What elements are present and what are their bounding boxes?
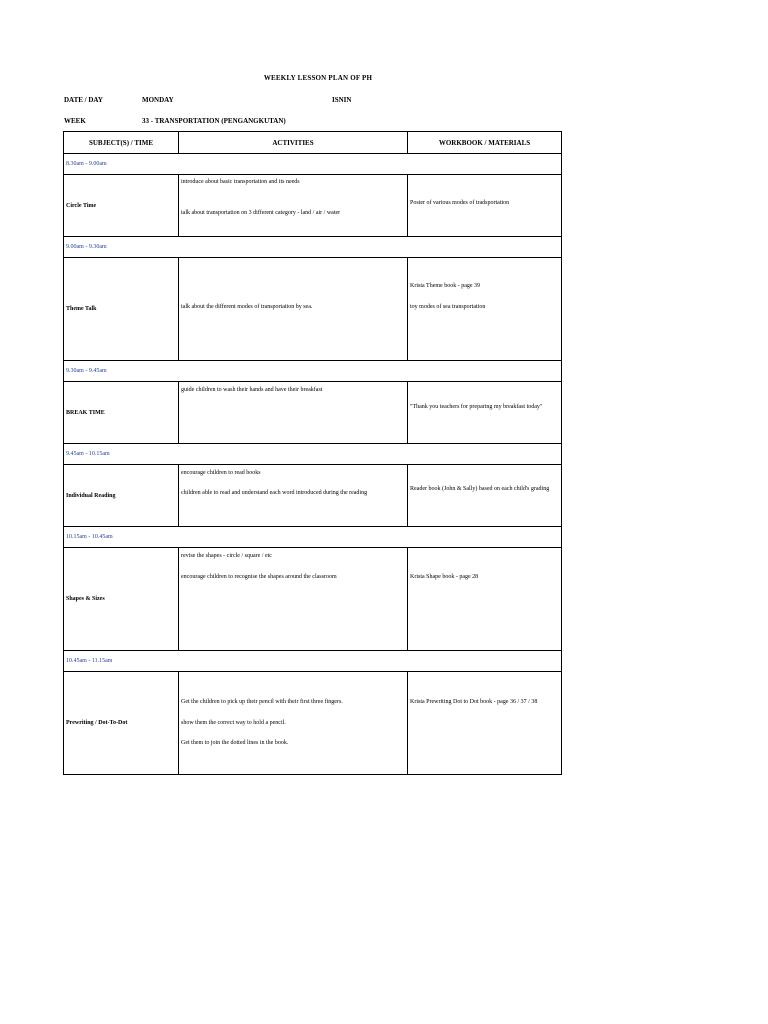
activity-line: revise the shapes - circle / square / etc bbox=[181, 553, 272, 559]
activity-line: Get them to join the dotted lines in the book. bbox=[181, 740, 289, 746]
time-slot: 10.45am - 11.15am bbox=[64, 651, 562, 672]
table-row bbox=[64, 672, 562, 775]
subject-cell: Individual Reading bbox=[64, 465, 179, 527]
activities-cell bbox=[179, 382, 408, 444]
materials-cell bbox=[408, 258, 562, 361]
table-row bbox=[64, 258, 562, 361]
activities-cell bbox=[179, 258, 408, 361]
subject-cell: BREAK TIME bbox=[64, 382, 179, 444]
time-row bbox=[64, 361, 562, 382]
time-slot: 10.15am - 10.45am bbox=[64, 527, 562, 548]
day-value: MONDAY bbox=[142, 96, 174, 104]
time-slot: 9.30am - 9.45am bbox=[64, 361, 562, 382]
materials-cell bbox=[408, 175, 562, 237]
week-label: WEEK bbox=[64, 117, 86, 125]
table-header-row bbox=[64, 132, 562, 154]
material-line: Reader book (John & Sally) based on each child's grading bbox=[410, 486, 550, 492]
time-row bbox=[64, 237, 562, 258]
time-row bbox=[64, 154, 562, 175]
column-header-subject: SUBJECT(S) / TIME bbox=[64, 132, 179, 154]
materials-cell bbox=[408, 382, 562, 444]
page-title: WEEKLY LESSON PLAN OF PH bbox=[263, 74, 373, 82]
materials-cell bbox=[408, 672, 562, 775]
subject-cell: Theme Talk bbox=[64, 258, 179, 361]
day-malay-value: ISNIN bbox=[332, 96, 352, 104]
activity-line: introduce about basic transportation and its needs bbox=[181, 179, 300, 185]
week-value: 33 - TRANSPORTATION (PENGANGKUTAN) bbox=[142, 117, 286, 125]
activities-cell bbox=[179, 175, 408, 237]
subject-cell: Shapes & Sizes bbox=[64, 548, 179, 651]
table-row bbox=[64, 382, 562, 444]
time-slot: 9.00am - 9.30am bbox=[64, 237, 562, 258]
activity-line: talk about transportation on 3 different category - land / air / water bbox=[181, 210, 341, 216]
materials-cell bbox=[408, 548, 562, 651]
material-line: Krista Prewriting Dot to Dot book - page 36 / 37 / 38 bbox=[410, 699, 538, 705]
material-line: Poster of various modes of tradsportation bbox=[410, 200, 510, 206]
material-line: toy modes of sea transportation bbox=[410, 304, 486, 310]
activity-line: show them the correct way to hold a pencil. bbox=[181, 720, 286, 726]
column-header-activities: ACTIVITIES bbox=[179, 132, 408, 154]
materials-cell bbox=[408, 465, 562, 527]
table-row bbox=[64, 548, 562, 651]
material-line: Krista Shape book - page 28 bbox=[410, 574, 479, 580]
table-row bbox=[64, 175, 562, 237]
activity-line: encourage children to read books bbox=[181, 470, 261, 476]
subject-cell: Prewriting / Dot-To-Dot bbox=[64, 672, 179, 775]
activities-cell bbox=[179, 548, 408, 651]
date-label: DATE / DAY bbox=[64, 96, 103, 104]
material-line: "Thank you teachers for preparing my breakfast today" bbox=[410, 404, 543, 410]
time-slot: 9.45am - 10.15am bbox=[64, 444, 562, 465]
activity-line: talk about the different modes of transportation by sea. bbox=[181, 304, 313, 310]
activity-line: encourage children to recognise the shapes around the classroom bbox=[181, 574, 337, 580]
time-row bbox=[64, 651, 562, 672]
table-row bbox=[64, 465, 562, 527]
activity-line: children able to read and understand each word introduced during the reading bbox=[181, 490, 368, 496]
column-header-materials: WORKBOOK / MATERIALS bbox=[408, 132, 562, 154]
time-slot: 8.30am - 9.00am bbox=[64, 154, 562, 175]
lesson-plan-table bbox=[63, 131, 562, 775]
activity-line: guide children to wash their hands and have their breakfast bbox=[181, 387, 323, 393]
activities-cell bbox=[179, 465, 408, 527]
material-line: Krista Theme book - page 39 bbox=[410, 283, 481, 289]
activity-line: Get the children to pick up their pencil with their first three fingers. bbox=[181, 699, 343, 705]
time-row bbox=[64, 444, 562, 465]
activities-cell bbox=[179, 672, 408, 775]
subject-cell: Circle Time bbox=[64, 175, 179, 237]
time-row bbox=[64, 527, 562, 548]
